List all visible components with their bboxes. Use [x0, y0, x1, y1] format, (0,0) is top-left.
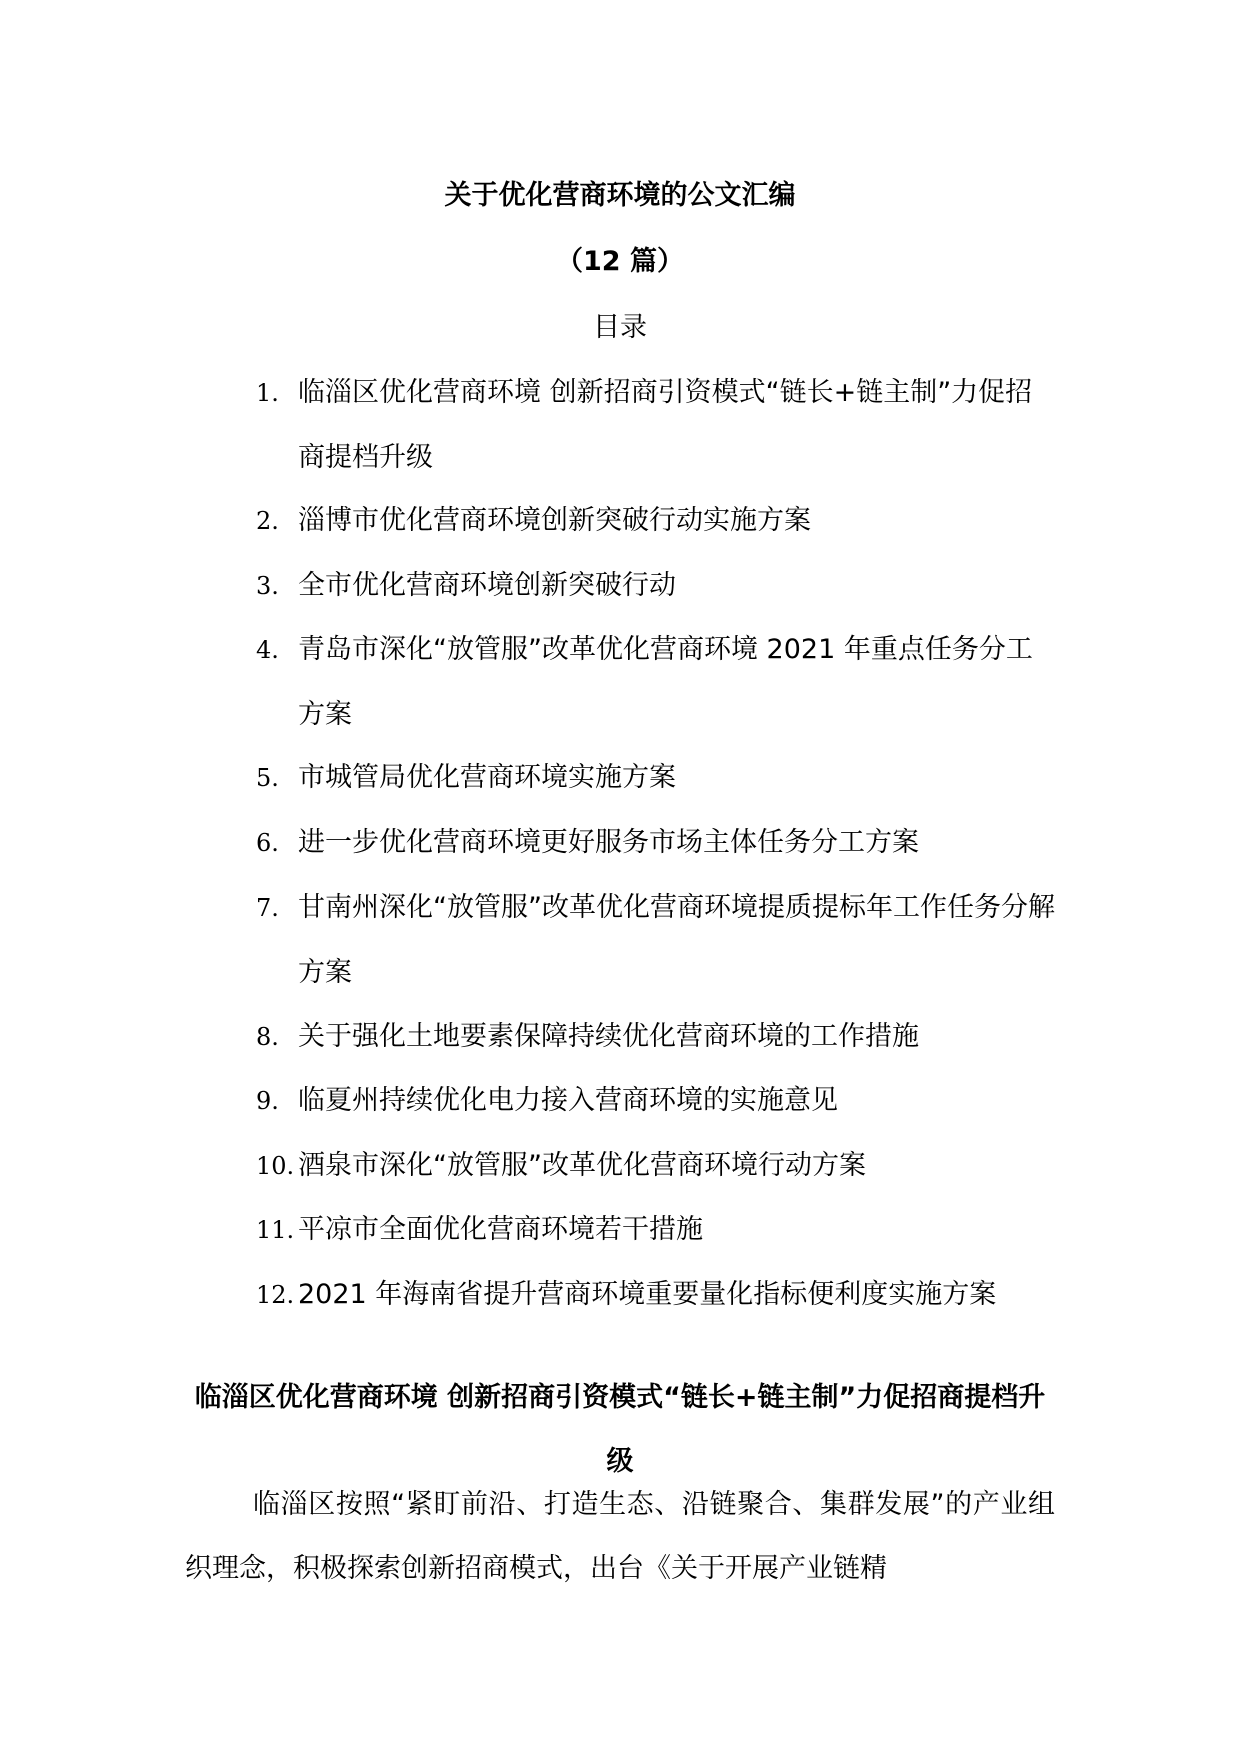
toc-item-number: 1.	[256, 379, 279, 407]
toc-item-text: 临淄区优化营商环境 创新招商引资模式“链长+链主制”力促招商提档升级	[298, 377, 1033, 473]
toc-item-text: 进一步优化营商环境更好服务市场主体任务分工方案	[298, 827, 919, 858]
toc-item-text: 关于强化土地要素保障持续优化营商环境的工作措施	[298, 1021, 919, 1052]
toc-item[interactable]	[256, 1069, 1056, 1134]
toc-item-number: 11.	[256, 1216, 295, 1244]
document-title: 关于优化营商环境的公文汇编	[444, 180, 796, 211]
article-title: 临淄区优化营商环境 创新招商引资模式“链长+链主制”力促招商提档升级	[194, 1382, 1046, 1478]
toc-item[interactable]	[256, 489, 1056, 554]
toc-item-number: 6.	[256, 829, 279, 857]
toc-item-number: 7.	[256, 894, 279, 922]
toc-item[interactable]	[256, 554, 1056, 619]
toc-item[interactable]	[256, 1005, 1056, 1070]
toc-item-text: 青岛市深化“放管服”改革优化营商环境 2021 年重点任务分工方案	[298, 634, 1033, 730]
toc-item[interactable]	[256, 1198, 1056, 1263]
toc-item-number: 4.	[256, 636, 279, 664]
toc-item[interactable]	[256, 361, 1056, 490]
toc-item[interactable]	[256, 811, 1056, 876]
toc-item-text: 平凉市全面优化营商环境若干措施	[298, 1214, 703, 1245]
toc-item-text: 淄博市优化营商环境创新突破行动实施方案	[298, 505, 811, 536]
toc-item[interactable]	[256, 746, 1056, 811]
toc-item-number: 2.	[256, 507, 279, 535]
toc-item-text: 甘南州深化“放管服”改革优化营商环境提质提标年工作任务分解方案	[298, 892, 1055, 988]
toc-item-text: 酒泉市深化“放管服”改革优化营商环境行动方案	[298, 1150, 866, 1181]
toc-item-text: 全市优化营商环境创新突破行动	[298, 570, 676, 601]
document-subtitle: （12 篇）	[556, 246, 684, 277]
toc-item[interactable]	[256, 876, 1056, 1005]
toc-heading: 目录	[593, 312, 647, 343]
toc-item[interactable]	[256, 1134, 1056, 1199]
toc-item-number: 8.	[256, 1023, 279, 1051]
toc-item[interactable]	[256, 618, 1056, 747]
article-body-paragraph: 临淄区按照“紧盯前沿、打造生态、沿链聚合、集群发展”的产业组织理念，积极探索创新招商模式，出台《关于开展产业链精	[185, 1489, 1055, 1584]
toc-item-text: 2021 年海南省提升营商环境重要量化指标便利度实施方案	[298, 1279, 997, 1310]
toc-item-text: 临夏州持续优化电力接入营商环境的实施意见	[298, 1085, 838, 1116]
toc-item-number: 9.	[256, 1087, 279, 1115]
toc-item[interactable]	[256, 1263, 1056, 1328]
toc-item-number: 5.	[256, 764, 279, 792]
toc-item-number: 12.	[256, 1281, 295, 1309]
toc-item-number: 3.	[256, 572, 279, 600]
toc-item-text: 市城管局优化营商环境实施方案	[298, 762, 676, 793]
toc-item-number: 10.	[256, 1152, 295, 1180]
